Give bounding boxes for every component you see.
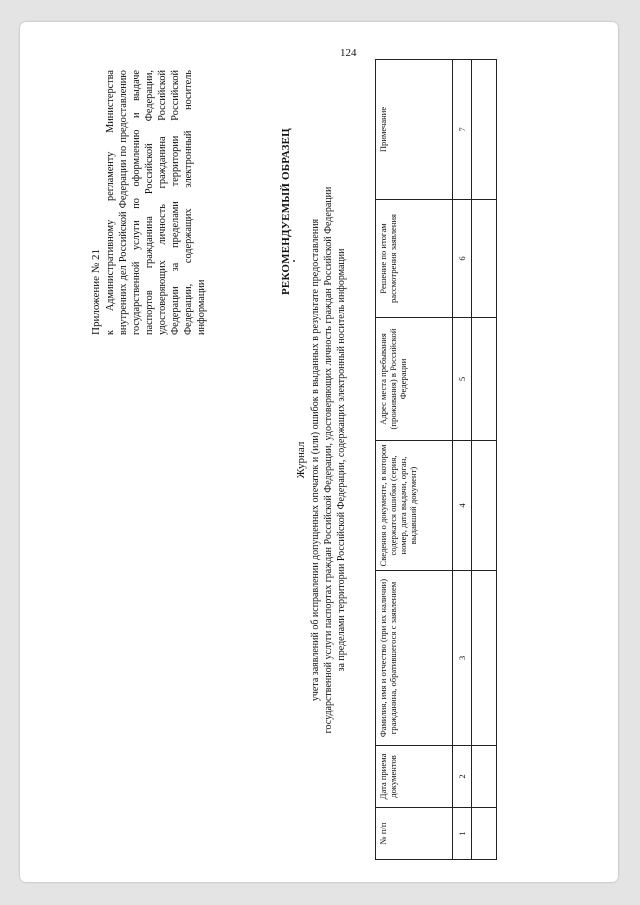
journal-subtitle-line-3: за пределами территории Российской Федерации, содержащих электронный носитель информации [336,248,347,672]
empty-cell [472,60,497,200]
appendix-block [90,70,208,335]
page-number: 124 [340,47,357,59]
journal-subtitle-line-2: государственной услуги паспортах граждан Российской Федерации, удостоверяющих личность граждан Российской Федерации [323,186,334,734]
header-decision: Решение по итогам рассмотрения заявления [376,200,453,318]
recommended-sample-label: РЕКОМЕНДУЕМЫЙ ОБРАЗЕЦ [280,128,292,295]
empty-cell [472,808,497,860]
column-number: 5 [453,318,472,441]
empty-cell [472,571,497,746]
journal-subtitle-line-1: учета заявлений об исправлении допущенных опечаток и (или) ошибок в выданных в результате предоставления [310,218,321,702]
empty-cell [472,318,497,441]
empty-cell [472,746,497,808]
header-note: Примечание [376,60,453,200]
column-number: 4 [453,441,472,571]
column-number: 6 [453,200,472,318]
header-full-name: Фамилия, имя и отчество (при их наличии) гражданина, обратившегося с заявлением [376,571,453,746]
column-number: 3 [453,571,472,746]
journal-heading [295,60,348,860]
column-number: 7 [453,60,472,200]
column-numbers-row [453,60,472,860]
header-date: Дата приема документов [376,746,453,808]
rotated-content [90,60,490,860]
journal-table [375,59,497,860]
empty-cell [472,441,497,571]
journal-title: Журнал [295,441,307,479]
header-address: Адрес места пребывания (проживания) в Российской Федерации [376,318,453,441]
column-number: 1 [453,808,472,860]
empty-cell [472,200,497,318]
header-number: № п/п [376,808,453,860]
appendix-title: Приложение № 21 [90,248,102,335]
empty-table-row [472,60,497,860]
table-header-row [376,60,453,860]
header-document-info: Сведения о документе, в котором содержатся ошибки (серия, номер, дата выдачи, орган, выдавший документ) [376,441,453,571]
column-number: 2 [453,746,472,808]
appendix-text: к Административному регламенту Министерства внутренних дел Российской Федерации по предоставлению государственной услуги по оформлению и выдаче паспортов гражданина Российской Федерации, удостоверяющих личность гражданина Российской Федерации за пределами территории Российской Федерации, содержащих электронный носитель информации [105,70,207,335]
